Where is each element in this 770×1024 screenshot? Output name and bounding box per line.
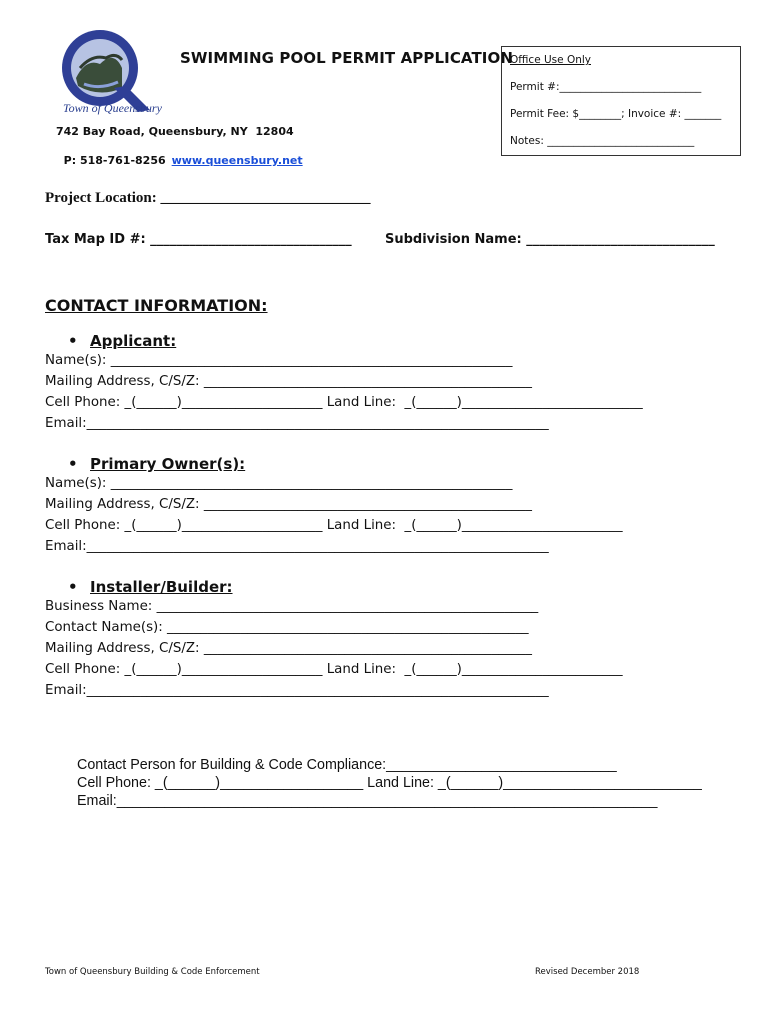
permit-number-field[interactable]: Permit #:___________________________ [510, 81, 702, 93]
website-link[interactable]: www.queensbury.net [171, 154, 303, 167]
installer-business-field[interactable]: Business Name: _________________________________________________________ [45, 599, 539, 614]
bullet-icon: • [68, 332, 78, 350]
applicant-mailing-field[interactable]: Mailing Address, C/S/Z: _________________________________________________ [45, 374, 532, 389]
office-use-title: Office Use Only [510, 54, 591, 66]
installer-email-field[interactable]: Email:_____________________________________________________________________ [45, 683, 549, 698]
project-location-field[interactable]: Project Location: ____________________________ [45, 190, 371, 206]
primary-owner-heading: • Primary Owner(s): [68, 455, 246, 473]
installer-builder-heading: • Installer/Builder: [68, 578, 233, 596]
page-title: SWIMMING POOL PERMIT APPLICATION [180, 49, 513, 67]
installer-mailing-field[interactable]: Mailing Address, C/S/Z: _________________________________________________ [45, 641, 532, 656]
applicant-email-field[interactable]: Email:_____________________________________________________________________ [45, 416, 549, 431]
compliance-contact-field[interactable]: Contact Person for Building & Code Compliance:_____________________________ [77, 757, 617, 773]
installer-contact-field[interactable]: Contact Name(s): ______________________________________________________ [45, 620, 529, 635]
compliance-phone-field[interactable]: Cell Phone: _(______)__________________ Land Line: _(______)_________________________ [77, 775, 702, 791]
bullet-icon: • [68, 578, 78, 596]
installer-phone-field[interactable]: Cell Phone: _(______)_____________________ Land Line: _(______)________________________ [45, 662, 623, 677]
footer-revision-date: Revised December 2018 [535, 967, 640, 977]
office-address: 742 Bay Road, Queensbury, NY 12804 [56, 125, 294, 138]
office-use-box [501, 46, 741, 156]
subdivision-name-field[interactable]: Subdivision Name: _____________________________ [385, 232, 715, 247]
applicant-heading: • Applicant: [68, 332, 177, 350]
bullet-icon: • [68, 455, 78, 473]
owner-mailing-field[interactable]: Mailing Address, C/S/Z: _________________________________________________ [45, 497, 532, 512]
office-phone-line [56, 141, 303, 167]
notes-field[interactable]: Notes: ____________________________ [510, 135, 695, 147]
applicant-names-field[interactable]: Name(s): ____________________________________________________________ [45, 353, 513, 368]
footer-department: Town of Queensbury Building & Code Enforcement [45, 967, 260, 977]
permit-fee-field[interactable]: Permit Fee: $________; Invoice #: _______ [510, 108, 722, 120]
owner-phone-field[interactable]: Cell Phone: _(______)_____________________ Land Line: _(______)________________________ [45, 518, 623, 533]
contact-information-heading: CONTACT INFORMATION: [45, 296, 268, 315]
owner-email-field[interactable]: Email:_____________________________________________________________________ [45, 539, 549, 554]
compliance-email-field[interactable]: Email:____________________________________________________________________ [77, 793, 658, 809]
owner-names-field[interactable]: Name(s): ____________________________________________________________ [45, 476, 513, 491]
logo-caption: Town of Queensbury [63, 101, 162, 115]
applicant-phone-field[interactable]: Cell Phone: _(______)_____________________ Land Line: _(______)___________________________ [45, 395, 643, 410]
office-phone: P: 518-761-8256 [63, 154, 166, 167]
tax-map-id-field[interactable]: Tax Map ID #: _______________________________ [45, 232, 352, 247]
